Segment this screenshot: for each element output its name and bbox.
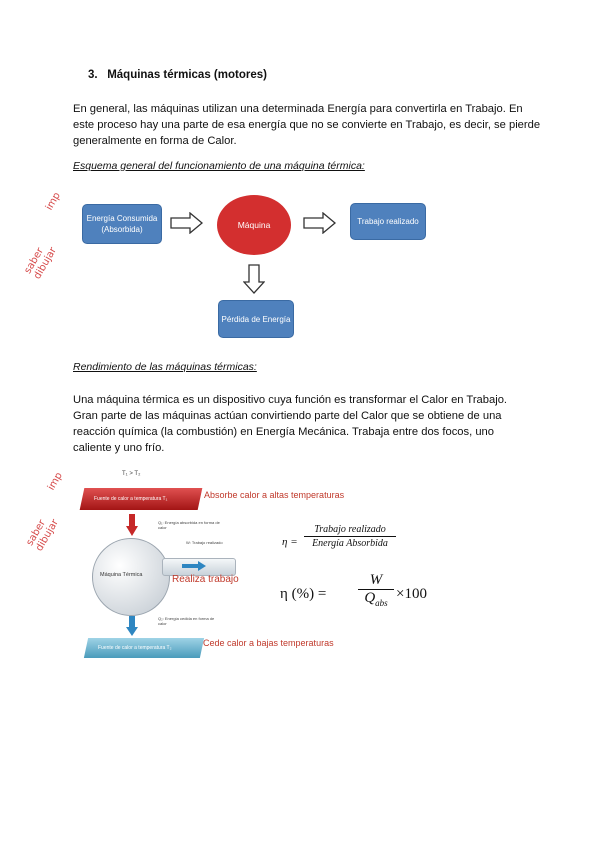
engine-label: Máquina Térmica <box>100 572 143 578</box>
pct-denominator <box>358 590 394 608</box>
heat-out-arrow-icon <box>126 616 138 636</box>
absorbs-heat-label: Absorbe calor a altas temperaturas <box>204 490 345 500</box>
work-arrow-icon <box>182 561 206 571</box>
section-title: Máquinas térmicas (motores) <box>107 69 267 81</box>
pct-numerator: W <box>358 572 394 590</box>
section-heading <box>88 69 267 81</box>
eta-symbol: η = <box>282 536 298 548</box>
w-note: W: Trabajo realizado <box>186 540 223 545</box>
q2-note: Q₂: Energía cedida en forma de calor <box>158 616 215 626</box>
eta-percent-symbol: η (%) = <box>280 586 327 602</box>
efficiency-paragraph: Una máquina térmica es un dispositivo cuya función es transformar el Calor en Trabajo. Gran parte de las máquinas actúan convirtiendo parte del Calor que se obtiene de una reacción química (la combustión) en Energía Mecánica. Trabaja entre dos focos, uno caliente y uno frío. <box>73 394 508 454</box>
heat-in-arrow-icon <box>126 514 138 536</box>
arrow-right-icon <box>303 212 337 234</box>
section-number: 3. <box>88 69 98 81</box>
eta-denominator: Energía Absorbida <box>312 538 388 549</box>
pct-den-q: Q <box>364 590 376 606</box>
schema-heading: Esquema general del funcionamiento de una máquina térmica: <box>73 160 365 172</box>
intro-paragraph: En general, las máquinas utilizan una determinada Energía para convertirla en Trabajo. En este proceso hay una parte de esa energía que no se convierte en Trabajo, es decir, se pierde generalmente en forma de Calor. <box>73 103 541 147</box>
work-output-box: Trabajo realizado <box>350 203 426 240</box>
handwritten-note-dibujar: saber dibujar <box>24 517 61 554</box>
machine-circle: Máquina <box>217 195 291 255</box>
efficiency-heading: Rendimiento de las máquinas térmicas: <box>73 361 257 373</box>
energy-input-box: Energía Consumida (Absorbida) <box>82 204 162 244</box>
eta-numerator: Trabajo realizado <box>304 524 396 537</box>
q1-note: Q₁: Energía absorbida en forma de calor <box>158 520 220 530</box>
releases-heat-label: Cede calor a bajas temperaturas <box>203 638 334 648</box>
pct-tail: ×100 <box>396 586 427 602</box>
energy-loss-box: Pérdida de Energía <box>218 300 294 338</box>
temps-label: T₁ > T₂ <box>122 471 141 477</box>
arrow-right-icon <box>170 212 204 234</box>
hot-source-label: Fuente de calor a temperatura T₁ <box>94 496 168 502</box>
handwritten-note-imp: imp <box>43 190 63 213</box>
cold-source-label: Fuente de calor a temperatura T₂ <box>98 645 172 651</box>
pct-fraction <box>358 572 394 608</box>
pct-den-sub: abs <box>375 598 388 608</box>
does-work-label: Realiza trabajo <box>172 574 239 585</box>
handwritten-note-dibujar: saber dibujar <box>22 245 59 282</box>
handwritten-note-imp: imp <box>45 470 65 493</box>
arrow-down-icon <box>243 264 265 294</box>
eta-fraction <box>304 524 396 549</box>
